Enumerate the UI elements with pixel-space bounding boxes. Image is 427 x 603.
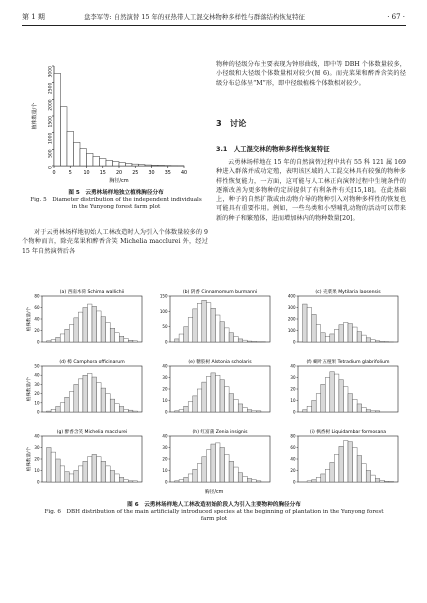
panel-title: (h) 红富蒲 Zenia insignis (192, 430, 248, 435)
histogram-bar (252, 341, 257, 342)
histogram-bar (115, 333, 120, 342)
histogram-bar (362, 464, 367, 482)
y-tick-label: 30 (34, 381, 40, 387)
histogram-bar (124, 480, 129, 482)
histogram-bar (197, 389, 202, 412)
histogram-bar (303, 410, 308, 412)
histogram-bar (184, 327, 189, 342)
histogram-bar (321, 474, 326, 482)
histogram-bar (92, 306, 97, 342)
histogram-bar (128, 481, 133, 482)
histogram-bar (247, 410, 252, 412)
histogram-bar (348, 442, 353, 482)
histogram-bar (113, 162, 120, 166)
histogram-bar (179, 480, 184, 482)
histogram-bar (380, 480, 385, 482)
histogram-bar (325, 336, 330, 342)
histogram-bar (145, 165, 152, 166)
y-tick-label: 80 (290, 433, 296, 439)
histogram-bar (152, 165, 159, 166)
histogram-bar (330, 334, 335, 342)
x-tick-label: 30 (148, 171, 155, 176)
y-tick-label: 60 (34, 305, 40, 310)
histogram-bar (316, 477, 321, 482)
y-tick-label: 0 (36, 479, 40, 485)
histogram-bar (343, 441, 348, 482)
fig6-caption-en-2: farm plot (200, 516, 228, 522)
histogram-bar (384, 481, 389, 482)
histogram-bar (348, 394, 353, 412)
histogram-bar (334, 374, 339, 412)
y-tick-label: 10 (162, 468, 168, 473)
y-tick-label: 10 (162, 398, 168, 403)
histogram-bar (110, 399, 115, 412)
y-tick-label: 400 (287, 293, 296, 299)
y-tick-label: 1500 (48, 116, 54, 128)
x-tick-label: 0 (52, 171, 56, 176)
histogram-bar (389, 481, 394, 482)
histogram-bar (234, 467, 239, 482)
histogram-bar (83, 461, 88, 482)
histogram-bar (87, 373, 92, 412)
histogram-bar (371, 475, 376, 482)
histogram-bar (353, 448, 358, 483)
histogram-bar (206, 303, 211, 342)
histogram-bar (110, 471, 115, 483)
histogram-bar (353, 327, 358, 342)
x-tick-label: 10 (83, 171, 90, 176)
y-tick-label: 20 (34, 456, 40, 462)
histogram-bar (375, 341, 380, 342)
y-tick-label: 50 (34, 363, 40, 369)
histogram-bar (312, 314, 317, 342)
histogram-bar (74, 471, 79, 483)
histogram-bar (126, 164, 133, 167)
histogram-bar (60, 466, 65, 482)
histogram-bar (119, 163, 126, 166)
y-axis-label: 植株数量/个 (27, 376, 32, 402)
histogram-bar (252, 411, 257, 412)
histogram-bar (47, 448, 52, 483)
y-tick-label: 30 (162, 445, 168, 450)
y-tick-label: 20 (34, 391, 40, 397)
histogram-bar (193, 396, 198, 412)
histogram-bar (100, 159, 107, 166)
histogram-bar (128, 340, 133, 342)
histogram-bar (197, 303, 202, 342)
histogram-bar (215, 375, 220, 412)
panel-title: (c) 壳菜果 Mytilaria laosensis (315, 290, 381, 295)
y-tick-label: 40 (290, 456, 296, 462)
right-paragraph-discussion: 云勇林场样地在 15 年的自然演替过程中共有 55 科 121 属 169 种进入群落并成功定殖，表明该区域的人工混交林具有较强的物种多样性恢复能力，一方面，这可能与人工林正向演替过程中生境条件的逐渐改善为更多物种的定居提供了有利条件有关[15,18]。在此基础上，种子的自然扩散或由动物介导的物种引入对物种多样性的恢复也可能具有重要作用。例如，一些鸟类和小型哺乳动物的活动可以带来新的种子和繁殖体，进而增加林内的物种数量[20]。 (216, 159, 406, 222)
histogram-bar (206, 376, 211, 412)
y-tick-label: 0 (292, 409, 296, 415)
histogram-bar (357, 456, 362, 482)
histogram-bar (101, 388, 106, 412)
histogram-bar (238, 339, 243, 342)
histogram-bar (334, 329, 339, 342)
y-axis-label: 植株数量/个 (27, 446, 32, 472)
fig6-caption (22, 502, 406, 523)
y-tick-label: 3000 (48, 66, 54, 78)
histogram-bar (238, 473, 243, 482)
y-tick-label: 40 (162, 363, 168, 369)
histogram-bar (119, 477, 124, 482)
y-tick-label: 0 (164, 479, 168, 485)
histogram-bar (334, 454, 339, 482)
histogram-bar (106, 160, 113, 166)
left-paragraph: 对于云勇林场样地初始人工林改造时人为引入个体数量较多的 9 个物种而言，除壳菜果和醉香含笑 Michelia macclurei 外，经过 15 年自然演替后各 (22, 229, 208, 255)
x-tick-label: 5 (68, 171, 72, 176)
histogram-bar (362, 407, 367, 412)
histogram-bar (312, 480, 317, 482)
histogram-bar (343, 322, 348, 342)
y-tick-label: 2000 (48, 99, 54, 111)
histogram-bar (60, 403, 65, 412)
histogram-bar (211, 308, 216, 342)
histogram-bar (375, 479, 380, 482)
y-axis-label: 植株数量/个 (32, 102, 38, 130)
y-tick-label: 20 (162, 386, 168, 392)
y-tick-label: 0 (36, 339, 40, 345)
x-axis-label: 胸径/cm (204, 490, 224, 495)
histogram-bar (225, 454, 230, 482)
histogram-bar (101, 317, 106, 342)
histogram-bar (215, 315, 220, 342)
histogram-bar (371, 411, 376, 412)
histogram-bar (188, 474, 193, 482)
y-tick-label: 80 (34, 293, 40, 299)
histogram-bar (67, 131, 74, 166)
y-tick-label: 0 (36, 409, 40, 415)
y-tick-label: 1000 (48, 132, 54, 145)
histogram-bar (202, 382, 207, 412)
histogram-bar (97, 457, 102, 482)
y-tick-label: 30 (162, 375, 168, 380)
histogram-bar (211, 373, 216, 412)
histogram-bar (133, 411, 138, 412)
histogram-bar (225, 328, 230, 342)
y-tick-label: 150 (159, 293, 168, 299)
y-tick-label: 0 (292, 479, 296, 485)
histogram-bar (215, 443, 220, 482)
histogram-bar (74, 142, 81, 166)
histogram-bar (51, 409, 56, 412)
y-tick-label: 60 (290, 445, 296, 450)
histogram-bar (78, 379, 83, 412)
histogram-bar (47, 411, 52, 412)
fig5-caption-cn: 图 5 云勇林场样地独立植株胸径分布 (68, 190, 164, 196)
histogram-bar (357, 404, 362, 412)
histogram-bar (78, 312, 83, 342)
histogram-bar (92, 377, 97, 412)
fig6-chart-grid (22, 286, 406, 498)
fig5-caption-en-2: in the Yunyong forest farm plot (71, 204, 161, 210)
histogram-bar (65, 397, 70, 412)
page-number-left: 第 1 期 (22, 13, 45, 21)
histogram-bar (60, 334, 65, 342)
y-tick-label: 50 (162, 324, 168, 330)
header-rule (22, 25, 406, 26)
histogram-bar (325, 378, 330, 413)
histogram-bar (56, 459, 61, 482)
y-tick-label: 10 (34, 400, 40, 406)
x-tick-label: 40 (180, 171, 188, 176)
histogram-bar (307, 481, 312, 482)
histogram-bar (238, 404, 243, 412)
y-tick-label: 20 (162, 456, 168, 462)
histogram-bar (51, 452, 56, 482)
page-number-right: · 67 · (387, 13, 405, 21)
histogram-bar (366, 410, 371, 412)
panel-title: (d) 樟 Camphora officinarum (59, 360, 125, 365)
histogram-bar (65, 329, 70, 342)
y-tick-label: 300 (287, 305, 296, 310)
histogram-bar (61, 107, 68, 166)
histogram-bar (83, 375, 88, 412)
y-tick-label: 10 (34, 468, 40, 473)
fig5-caption-en-1: Fig. 5 Diameter distribution of the independent individuals (30, 197, 202, 203)
histogram-bar (211, 444, 216, 482)
histogram-bar (78, 466, 83, 482)
histogram-bar (124, 409, 129, 412)
y-tick-label: 100 (159, 308, 168, 314)
histogram-bar (343, 387, 348, 412)
histogram-bar (56, 337, 61, 342)
histogram-bar (193, 469, 198, 482)
x-tick-label: 20 (115, 171, 123, 176)
histogram-bar (206, 450, 211, 482)
histogram-bar (184, 406, 189, 412)
histogram-bar (243, 407, 248, 412)
histogram-bar (234, 399, 239, 412)
histogram-bar (307, 406, 312, 412)
histogram-bar (307, 308, 312, 343)
y-tick-label: 0 (48, 166, 54, 169)
histogram-bar (115, 474, 120, 482)
fig6-caption-en-1: Fig. 6 DBH distribution of the main artificially introduced species at the beginning of plantation in the Yunyong forest (44, 509, 384, 515)
histogram-bar (202, 300, 207, 342)
histogram-bar (202, 457, 207, 482)
histogram-bar (234, 336, 239, 342)
histogram-bar (83, 308, 88, 343)
histogram-bar (69, 325, 74, 342)
histogram-bar (247, 341, 252, 342)
y-axis-label: 植株数量/个 (27, 306, 32, 332)
histogram-bar (220, 322, 225, 342)
histogram-bar (220, 448, 225, 483)
histogram-bar (69, 392, 74, 412)
panel-title: (f) 蝴叶五桠果 Tetradium glabrifolium (306, 360, 390, 365)
histogram-bar (51, 340, 56, 342)
histogram-bar (106, 322, 111, 342)
y-tick-label: 20 (290, 386, 296, 392)
histogram-bar (375, 411, 380, 412)
y-tick-label: 20 (34, 328, 40, 333)
y-tick-label: 500 (48, 149, 54, 158)
histogram-bar (366, 471, 371, 483)
y-tick-label: 40 (290, 363, 296, 369)
histogram-bar (229, 461, 234, 482)
histogram-bar (188, 402, 193, 412)
y-tick-label: 30 (34, 445, 40, 450)
histogram-bar (175, 411, 180, 412)
histogram-bar (74, 384, 79, 412)
histogram-bar (175, 481, 180, 482)
histogram-bar (316, 394, 321, 412)
histogram-bar (65, 472, 70, 482)
histogram-bar (321, 384, 326, 412)
histogram-bar (101, 461, 106, 482)
histogram-bar (97, 383, 102, 412)
histogram-bar (179, 410, 184, 412)
histogram-bar (330, 462, 335, 482)
histogram-bar (193, 309, 198, 342)
section-heading: 3 讨论 (216, 118, 247, 128)
histogram-bar (133, 341, 138, 342)
histogram-bar (256, 481, 261, 482)
histogram-bar (362, 335, 367, 342)
x-axis-label: 胸径/cm (109, 178, 129, 184)
y-tick-label: 100 (287, 328, 296, 333)
histogram-bar (54, 73, 61, 166)
x-tick-label: 25 (132, 171, 139, 176)
right-paragraph-top: 物种的径级分布主要表现为钟形曲线，即中等 DBH 个体数量较多，小径级和大径级个体数量相对较少(图 6)。而壳菜果和醉香含笑的径级分布总体呈“M”形，即中径级植株个体数相对较少。 (216, 61, 406, 87)
histogram-bar (357, 332, 362, 342)
histogram-bar (256, 411, 261, 412)
histogram-bar (128, 410, 133, 412)
y-tick-label: 40 (34, 433, 40, 439)
histogram-bar (366, 338, 371, 342)
histogram-bar (312, 401, 317, 413)
histogram-bar (47, 341, 52, 342)
histogram-bar (139, 165, 146, 166)
histogram-bar (339, 380, 344, 412)
histogram-bar (74, 318, 79, 342)
histogram-bar (179, 334, 184, 342)
y-tick-label: 0 (164, 339, 168, 345)
histogram-bar (339, 446, 344, 482)
y-tick-label: 40 (34, 316, 40, 322)
histogram-bar (110, 328, 115, 342)
histogram-bar (80, 149, 87, 166)
histogram-bar (106, 466, 111, 482)
histogram-bar (380, 341, 385, 342)
histogram-bar (87, 457, 92, 482)
histogram-bar (56, 406, 61, 412)
fig5-caption (22, 190, 210, 211)
histogram-bar (93, 156, 100, 166)
histogram-bar (321, 333, 326, 342)
histogram-bar (247, 479, 252, 482)
y-tick-label: 40 (162, 433, 168, 439)
histogram-bar (220, 380, 225, 412)
fig5-chart (30, 60, 200, 186)
histogram-bar (348, 324, 353, 342)
panel-title: (e) 糖胶树 Alstonia scholaris (188, 360, 252, 365)
y-tick-label: 0 (164, 409, 168, 415)
histogram-bar (225, 387, 230, 412)
histogram-bar (92, 454, 97, 482)
y-tick-label: 30 (290, 375, 296, 380)
histogram-bar (371, 340, 376, 342)
running-title: 盘李军等: 自然演替 15 年的亚热带人工混交林物种多样性与群落结构恢复特征 (84, 13, 305, 21)
histogram-bar (87, 304, 92, 342)
histogram-bar (133, 481, 138, 482)
y-tick-label: 40 (34, 372, 40, 378)
y-tick-label: 20 (290, 468, 296, 473)
histogram-bar (330, 372, 335, 412)
histogram-bar (339, 325, 344, 342)
histogram-bar (119, 406, 124, 412)
histogram-bar (87, 153, 94, 166)
fig6-caption-cn: 图 6 云勇林场样地人工林改造初始阶段人为引入主要物种的胸径分布 (127, 502, 301, 508)
x-tick-label: 35 (164, 171, 171, 176)
panel-title: (a) 西南木荷 Schima wallichii (59, 290, 125, 295)
panel-title: (g) 醉香含笑 Michelia macclurei (56, 430, 128, 435)
histogram-bar (175, 339, 180, 342)
panel-title: (i) 枫香树 Liquidambar formosana (309, 430, 387, 435)
histogram-bar (97, 311, 102, 342)
histogram-bar (325, 469, 330, 482)
y-tick-label: 0 (292, 339, 296, 345)
histogram-bar (353, 399, 358, 412)
histogram-bar (119, 336, 124, 342)
histogram-bar (303, 304, 308, 342)
histogram-bar (252, 480, 257, 482)
histogram-bar (229, 333, 234, 342)
histogram-bar (184, 477, 189, 482)
histogram-bar (106, 394, 111, 412)
panel-title: (b) 阴香 Cinnamomum burmanni (182, 290, 258, 295)
histogram-bar (132, 164, 139, 166)
y-tick-label: 10 (290, 398, 296, 403)
histogram-bar (197, 464, 202, 482)
x-tick-label: 15 (99, 171, 106, 176)
y-tick-label: 2500 (48, 82, 54, 95)
histogram-bar (124, 339, 129, 342)
histogram-bar (243, 476, 248, 482)
histogram-bar (69, 474, 74, 482)
subsection-heading: 3.1 人工混交林的物种多样性恢复特征 (216, 145, 330, 153)
histogram-bar (115, 404, 120, 412)
histogram-bar (188, 317, 193, 342)
histogram-bar (316, 325, 321, 342)
histogram-bar (229, 394, 234, 412)
histogram-bar (243, 340, 248, 342)
y-tick-label: 200 (287, 316, 296, 322)
